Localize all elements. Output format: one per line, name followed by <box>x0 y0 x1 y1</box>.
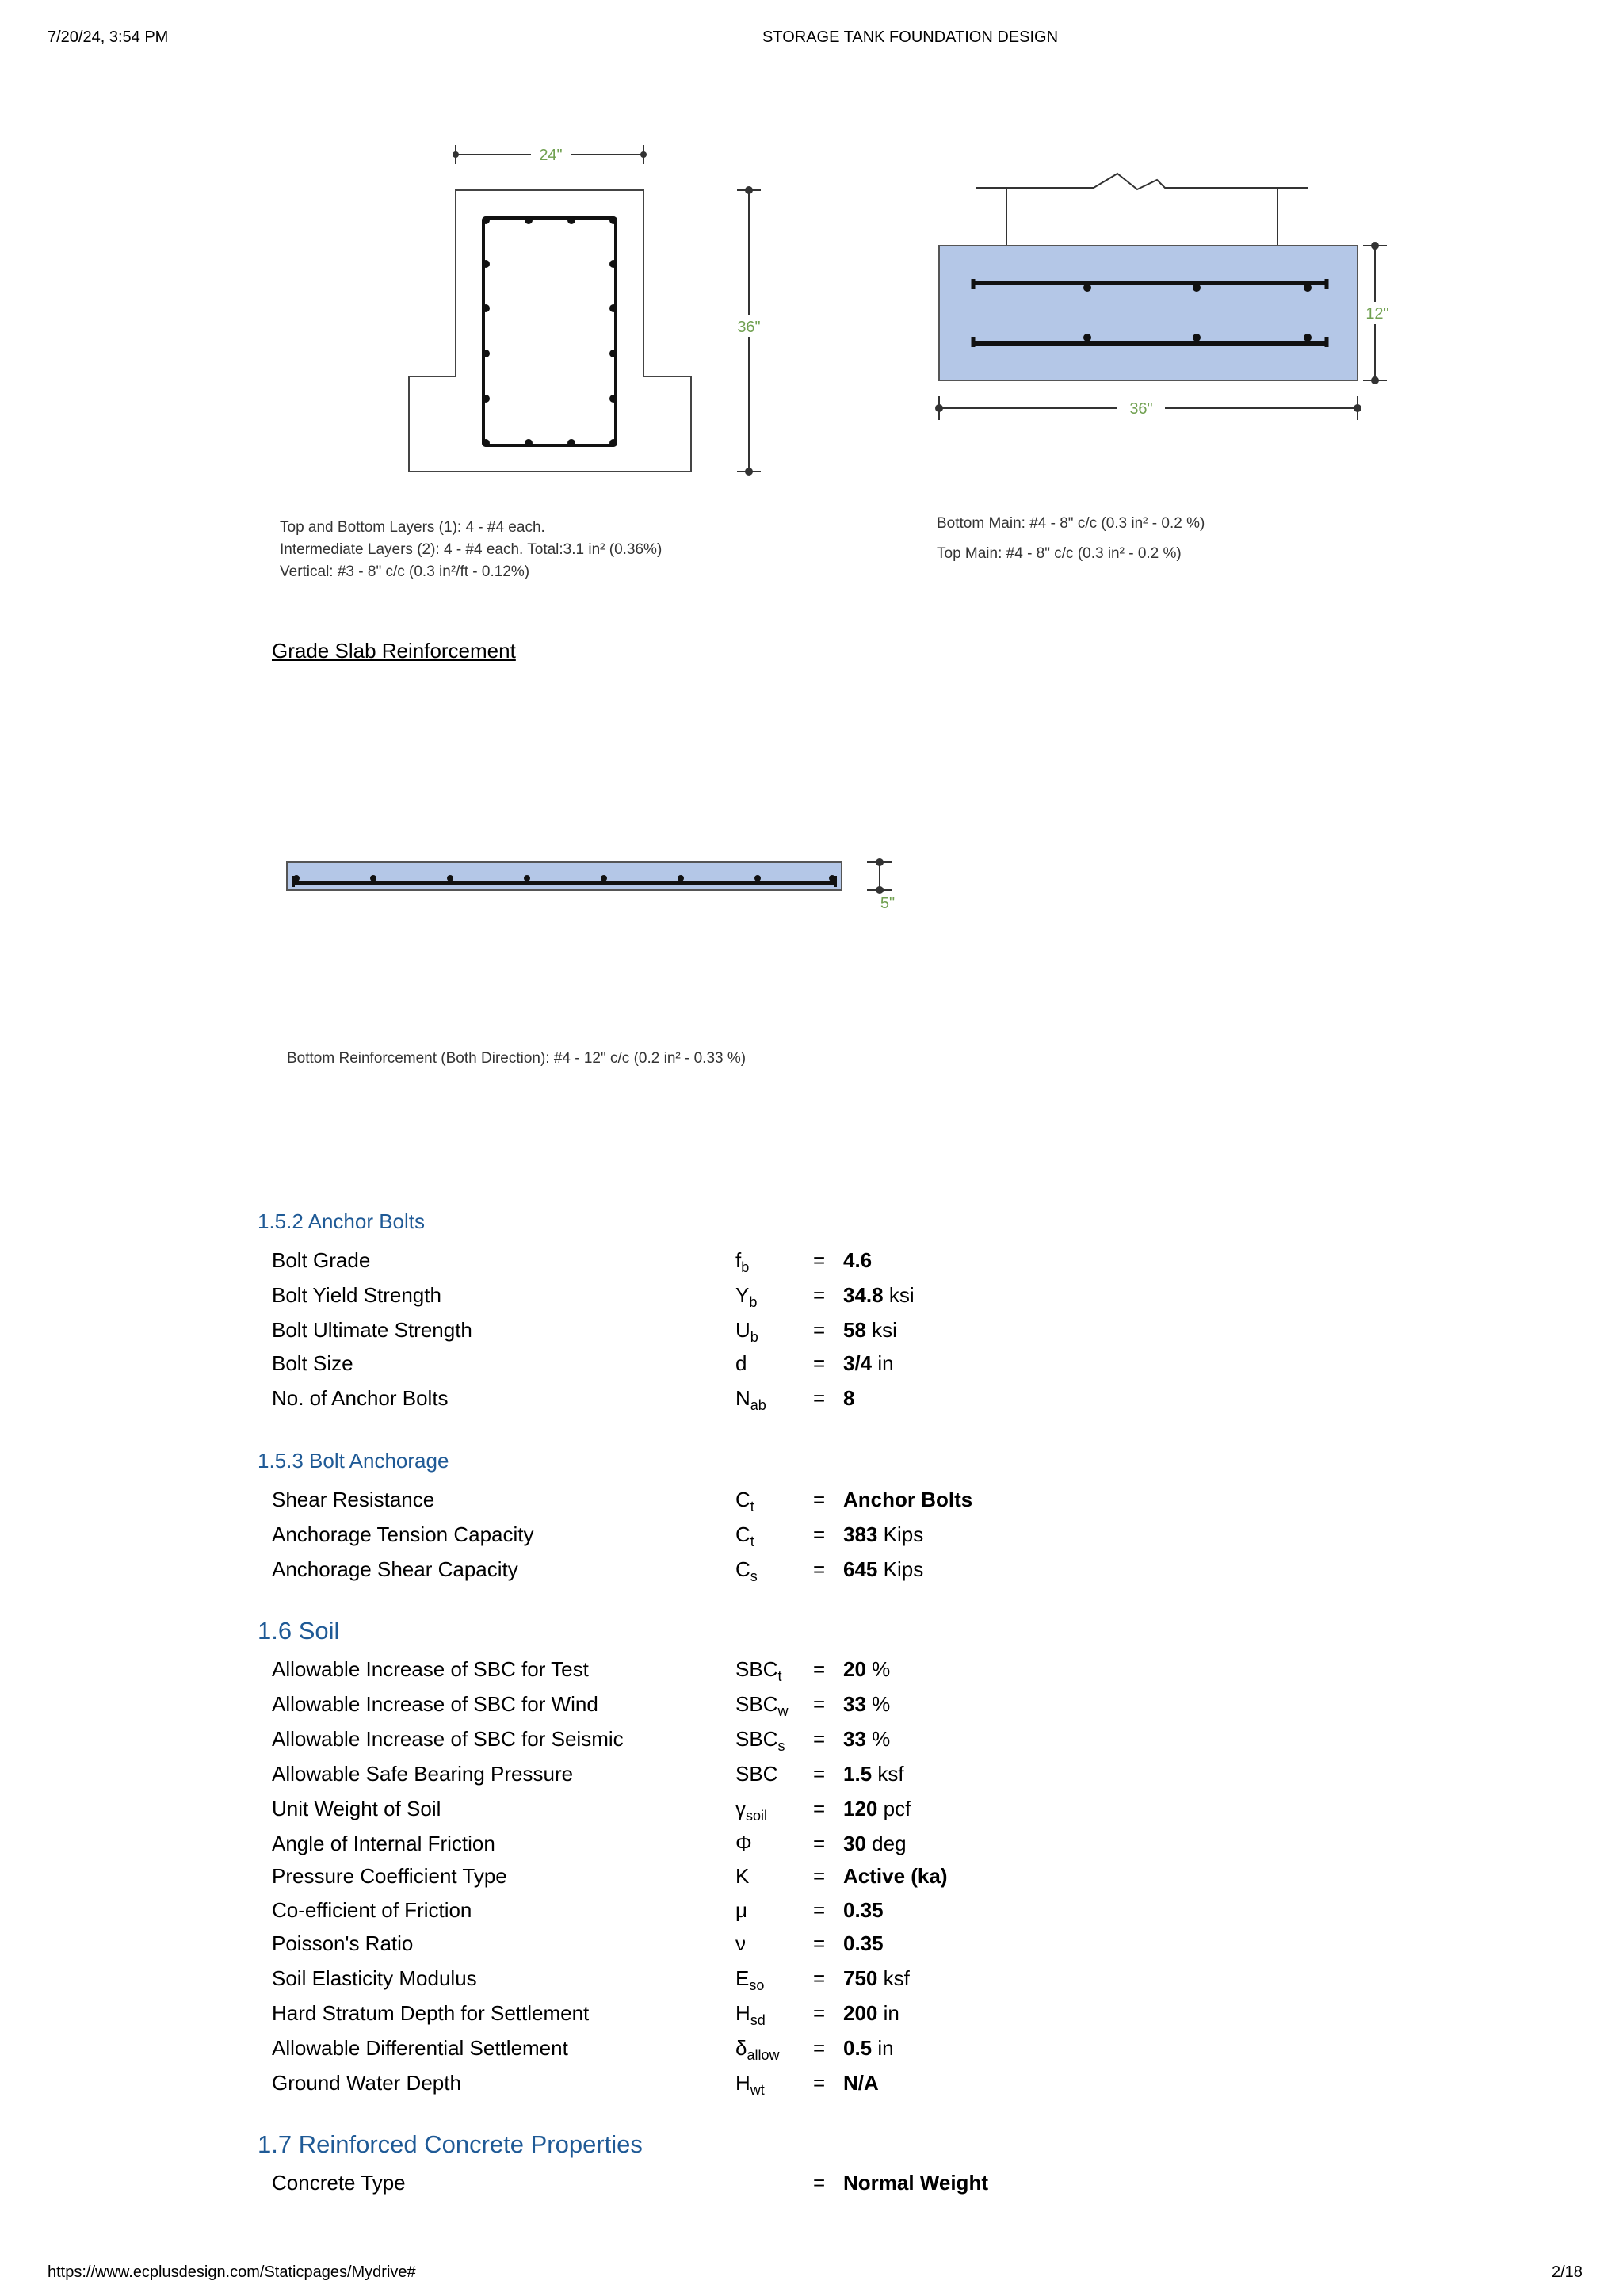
param-symbol-subscript: t <box>750 1499 754 1515</box>
param-symbol-subscript: allow <box>747 2047 780 2064</box>
param-unit: ksf <box>872 1762 904 1786</box>
param-symbol-subscript: sd <box>750 2012 766 2029</box>
param-label: Soil Elasticity Modulus <box>272 1966 477 1990</box>
footing-note-2: Top Main: #4 - 8" c/c (0.3 in² - 0.2 %) <box>937 545 1182 562</box>
param-symbol-subscript: t <box>750 1534 754 1550</box>
param-equals: = <box>813 1797 826 1820</box>
param-value <box>843 1482 972 1517</box>
param-value-number: 3/4 <box>843 1351 873 1375</box>
param-value-number: 0.35 <box>843 1931 884 1955</box>
param-row <box>272 1756 1381 1791</box>
param-value-number: 0.5 <box>843 2036 873 2060</box>
param-symbol <box>735 1381 766 1423</box>
param-value-number: 33 <box>843 1692 866 1716</box>
param-label: Unit Weight of Soil <box>272 1797 441 1820</box>
param-equals: = <box>813 1657 826 1681</box>
param-equals: = <box>813 2001 826 2025</box>
param-label: Bolt Size <box>272 1351 353 1375</box>
param-equals: = <box>813 1557 826 1581</box>
param-symbol <box>735 1552 758 1594</box>
param-label: Hard Stratum Depth for Settlement <box>272 2001 590 2025</box>
ringwall-notes <box>280 517 662 583</box>
param-equals: = <box>813 1386 826 1410</box>
param-unit: deg <box>865 1832 907 1855</box>
param-equals: = <box>813 1283 826 1307</box>
param-symbol-main: U <box>735 1318 750 1342</box>
section-heading-concrete: 1.7 Reinforced Concrete Properties <box>258 2130 643 2158</box>
param-value <box>843 1552 923 1587</box>
param-equals: = <box>813 1522 826 1546</box>
param-label: Anchorage Shear Capacity <box>272 1557 518 1581</box>
param-symbol-main: Y <box>735 1283 750 1307</box>
param-equals: = <box>813 2171 826 2195</box>
param-symbol-main: ν <box>735 1931 746 1955</box>
print-url: https://www.ecplusdesign.com/Staticpages/Mydrive# <box>48 2264 416 2281</box>
param-symbol-main: Φ <box>735 1832 752 1855</box>
param-equals: = <box>813 1864 826 1888</box>
param-unit: in <box>872 2036 894 2060</box>
param-symbol-subscript: wt <box>750 2082 765 2099</box>
footing-notes <box>937 509 1205 569</box>
param-value <box>843 1926 884 1961</box>
param-equals: = <box>813 1762 826 1786</box>
param-value <box>843 1791 911 1826</box>
param-equals: = <box>813 1832 826 1855</box>
param-row <box>272 1278 1381 1312</box>
param-value-number: 645 <box>843 1557 878 1581</box>
section-heading-bolt-anchorage: 1.5.3 Bolt Anchorage <box>258 1449 449 1473</box>
param-value-number: 34.8 <box>843 1283 884 1307</box>
param-symbol-subscript: w <box>777 1703 789 1720</box>
param-unit: % <box>865 1727 891 1751</box>
footing-section-figure <box>927 170 1403 432</box>
grade-slab-title: Grade Slab Reinforcement <box>272 639 516 663</box>
param-unit: % <box>865 1692 891 1716</box>
param-label: Allowable Safe Bearing Pressure <box>272 1762 574 1786</box>
param-value-number: 200 <box>843 2001 878 2025</box>
ringwall-height-label: 36" <box>737 319 761 336</box>
ringwall-note-3: Vertical: #3 - 8" c/c (0.3 in²/ft - 0.12%) <box>280 563 530 580</box>
param-value-number: Anchor Bolts <box>843 1488 973 1511</box>
param-value-number: 383 <box>843 1522 878 1546</box>
param-value <box>843 1859 948 1893</box>
param-row <box>272 1552 1381 1587</box>
footing-note-1: Bottom Main: #4 - 8" c/c (0.3 in² - 0.2 %) <box>937 515 1205 532</box>
param-value-number: 20 <box>843 1657 866 1681</box>
param-symbol-main: SBC <box>735 1692 778 1716</box>
param-equals: = <box>813 1931 826 1955</box>
param-value <box>843 1826 907 1861</box>
param-row <box>272 1381 1381 1415</box>
param-symbol-main: δ <box>735 2036 747 2060</box>
param-unit: pcf <box>877 1797 911 1820</box>
param-value <box>843 1721 890 1756</box>
ringwall-section-figure <box>396 139 777 487</box>
param-label: No. of Anchor Bolts <box>272 1386 449 1410</box>
param-symbol-main: K <box>735 1864 750 1888</box>
param-value <box>843 1996 899 2030</box>
param-label: Angle of Internal Friction <box>272 1832 495 1855</box>
footing-width-label: 36" <box>1129 400 1153 418</box>
print-datetime: 7/20/24, 3:54 PM <box>48 29 169 46</box>
param-row <box>272 2165 1381 2200</box>
param-symbol-main: H <box>735 2001 750 2025</box>
param-symbol-main: E <box>735 1966 750 1990</box>
param-value-number: 33 <box>843 1727 866 1751</box>
param-value <box>843 1652 890 1687</box>
param-value-number: N/A <box>843 2071 879 2095</box>
param-equals: = <box>813 1898 826 1922</box>
param-label: Allowable Increase of SBC for Seismic <box>272 1727 624 1751</box>
param-equals: = <box>813 1318 826 1342</box>
grade-slab-note: Bottom Reinforcement (Both Direction): #4 - 12" c/c (0.2 in² - 0.33 %) <box>287 1050 747 1067</box>
param-unit: Kips <box>877 1557 924 1581</box>
param-row <box>272 2065 1381 2100</box>
param-row <box>272 1859 1381 1893</box>
param-equals: = <box>813 1248 826 1272</box>
param-row <box>272 1791 1381 1826</box>
param-row <box>272 1482 1381 1517</box>
param-equals: = <box>813 2036 826 2060</box>
ringwall-width-label: 24" <box>539 147 563 164</box>
param-row <box>272 1893 1381 1927</box>
param-symbol <box>735 2065 765 2107</box>
param-value <box>843 1278 915 1312</box>
param-value <box>843 2065 879 2100</box>
param-equals: = <box>813 1727 826 1751</box>
param-equals: = <box>813 1966 826 1990</box>
param-symbol-subscript: ab <box>750 1397 766 1414</box>
param-row <box>272 1826 1381 1861</box>
param-value <box>843 1243 872 1278</box>
print-title: STORAGE TANK FOUNDATION DESIGN <box>762 29 1059 46</box>
param-symbol-subscript: so <box>749 1977 765 1994</box>
param-label: Ground Water Depth <box>272 2071 461 2095</box>
param-row <box>272 1926 1381 1961</box>
ringwall-note-2: Intermediate Layers (2): 4 - #4 each. Total:3.1 in² (0.36%) <box>280 541 663 558</box>
param-row <box>272 1312 1381 1347</box>
param-row <box>272 1996 1381 2030</box>
param-label: Bolt Ultimate Strength <box>272 1318 472 1342</box>
param-label: Bolt Yield Strength <box>272 1283 441 1307</box>
param-row <box>272 1687 1381 1721</box>
param-value-number: Active (ka) <box>843 1864 948 1888</box>
param-label: Co-efficient of Friction <box>272 1898 472 1922</box>
param-row <box>272 1652 1381 1687</box>
grade-slab-figure <box>277 848 911 911</box>
param-value-number: 58 <box>843 1318 866 1342</box>
param-equals: = <box>813 1351 826 1375</box>
param-label: Concrete Type <box>272 2171 406 2195</box>
param-unit: ksf <box>877 1966 910 1990</box>
param-label: Poisson's Ratio <box>272 1931 414 1955</box>
param-symbol-subscript: b <box>749 1294 758 1311</box>
param-value <box>843 1756 904 1791</box>
param-value-number: 1.5 <box>843 1762 873 1786</box>
param-row <box>272 1517 1381 1552</box>
param-symbol-main: N <box>735 1386 750 1410</box>
param-row <box>272 2030 1381 2065</box>
param-value <box>843 2165 988 2200</box>
param-unit: in <box>877 2001 899 2025</box>
param-value <box>843 1893 884 1927</box>
param-value-number: 750 <box>843 1966 878 1990</box>
param-label: Allowable Differential Settlement <box>272 2036 568 2060</box>
param-label: Pressure Coefficient Type <box>272 1864 507 1888</box>
param-symbol-subscript: t <box>777 1668 782 1685</box>
param-row <box>272 1243 1381 1278</box>
param-unit: in <box>872 1351 894 1375</box>
param-symbol-main: SBC <box>735 1657 778 1681</box>
param-value-number: 0.35 <box>843 1898 884 1922</box>
param-symbol-main: μ <box>735 1898 747 1922</box>
param-equals: = <box>813 2071 826 2095</box>
param-symbol-subscript: b <box>741 1259 750 1276</box>
param-value <box>843 1381 854 1415</box>
param-value-number: 8 <box>843 1386 855 1410</box>
param-value-number: 120 <box>843 1797 878 1820</box>
param-value-number: 4.6 <box>843 1248 873 1272</box>
param-value <box>843 1312 897 1347</box>
param-symbol-subscript: soil <box>746 1808 768 1824</box>
param-unit: % <box>865 1657 891 1681</box>
param-value <box>843 2030 894 2065</box>
param-symbol-main: C <box>735 1557 750 1581</box>
param-symbol-main: SBC <box>735 1762 778 1786</box>
param-unit: ksi <box>865 1318 897 1342</box>
param-row <box>272 1346 1381 1381</box>
param-symbol-subscript: b <box>750 1329 758 1346</box>
print-page-number: 2/18 <box>1552 2264 1583 2281</box>
param-equals: = <box>813 1488 826 1511</box>
param-value <box>843 1346 894 1381</box>
param-symbol-main: H <box>735 2071 750 2095</box>
param-value-number: 30 <box>843 1832 866 1855</box>
param-symbol-main: f <box>735 1248 742 1272</box>
param-row <box>272 1961 1381 1996</box>
param-unit: Kips <box>877 1522 924 1546</box>
param-label: Anchorage Tension Capacity <box>272 1522 534 1546</box>
param-equals: = <box>813 1692 826 1716</box>
grade-slab-thickness-label: 5" <box>880 895 896 911</box>
param-label: Shear Resistance <box>272 1488 435 1511</box>
ringwall-note-1: Top and Bottom Layers (1): 4 - #4 each. <box>280 519 545 536</box>
param-symbol-main: γ <box>735 1797 746 1820</box>
param-value <box>843 1961 910 1996</box>
param-value <box>843 1687 890 1721</box>
param-label: Allowable Increase of SBC for Wind <box>272 1692 598 1716</box>
param-symbol-main: C <box>735 1488 750 1511</box>
param-symbol-subscript: s <box>777 1738 785 1755</box>
param-value-number: Normal Weight <box>843 2171 988 2195</box>
param-symbol-subscript: s <box>750 1568 758 1585</box>
param-label: Allowable Increase of SBC for Test <box>272 1657 589 1681</box>
section-heading-soil: 1.6 Soil <box>258 1617 340 1645</box>
param-symbol-main: C <box>735 1522 750 1546</box>
param-row <box>272 1721 1381 1756</box>
footing-height-label: 12" <box>1365 305 1389 323</box>
param-symbol-main: SBC <box>735 1727 778 1751</box>
section-heading-anchor-bolts: 1.5.2 Anchor Bolts <box>258 1209 426 1233</box>
param-symbol-main: d <box>735 1351 747 1375</box>
param-unit: ksi <box>883 1283 915 1307</box>
param-label: Bolt Grade <box>272 1248 371 1272</box>
param-value <box>843 1517 923 1552</box>
